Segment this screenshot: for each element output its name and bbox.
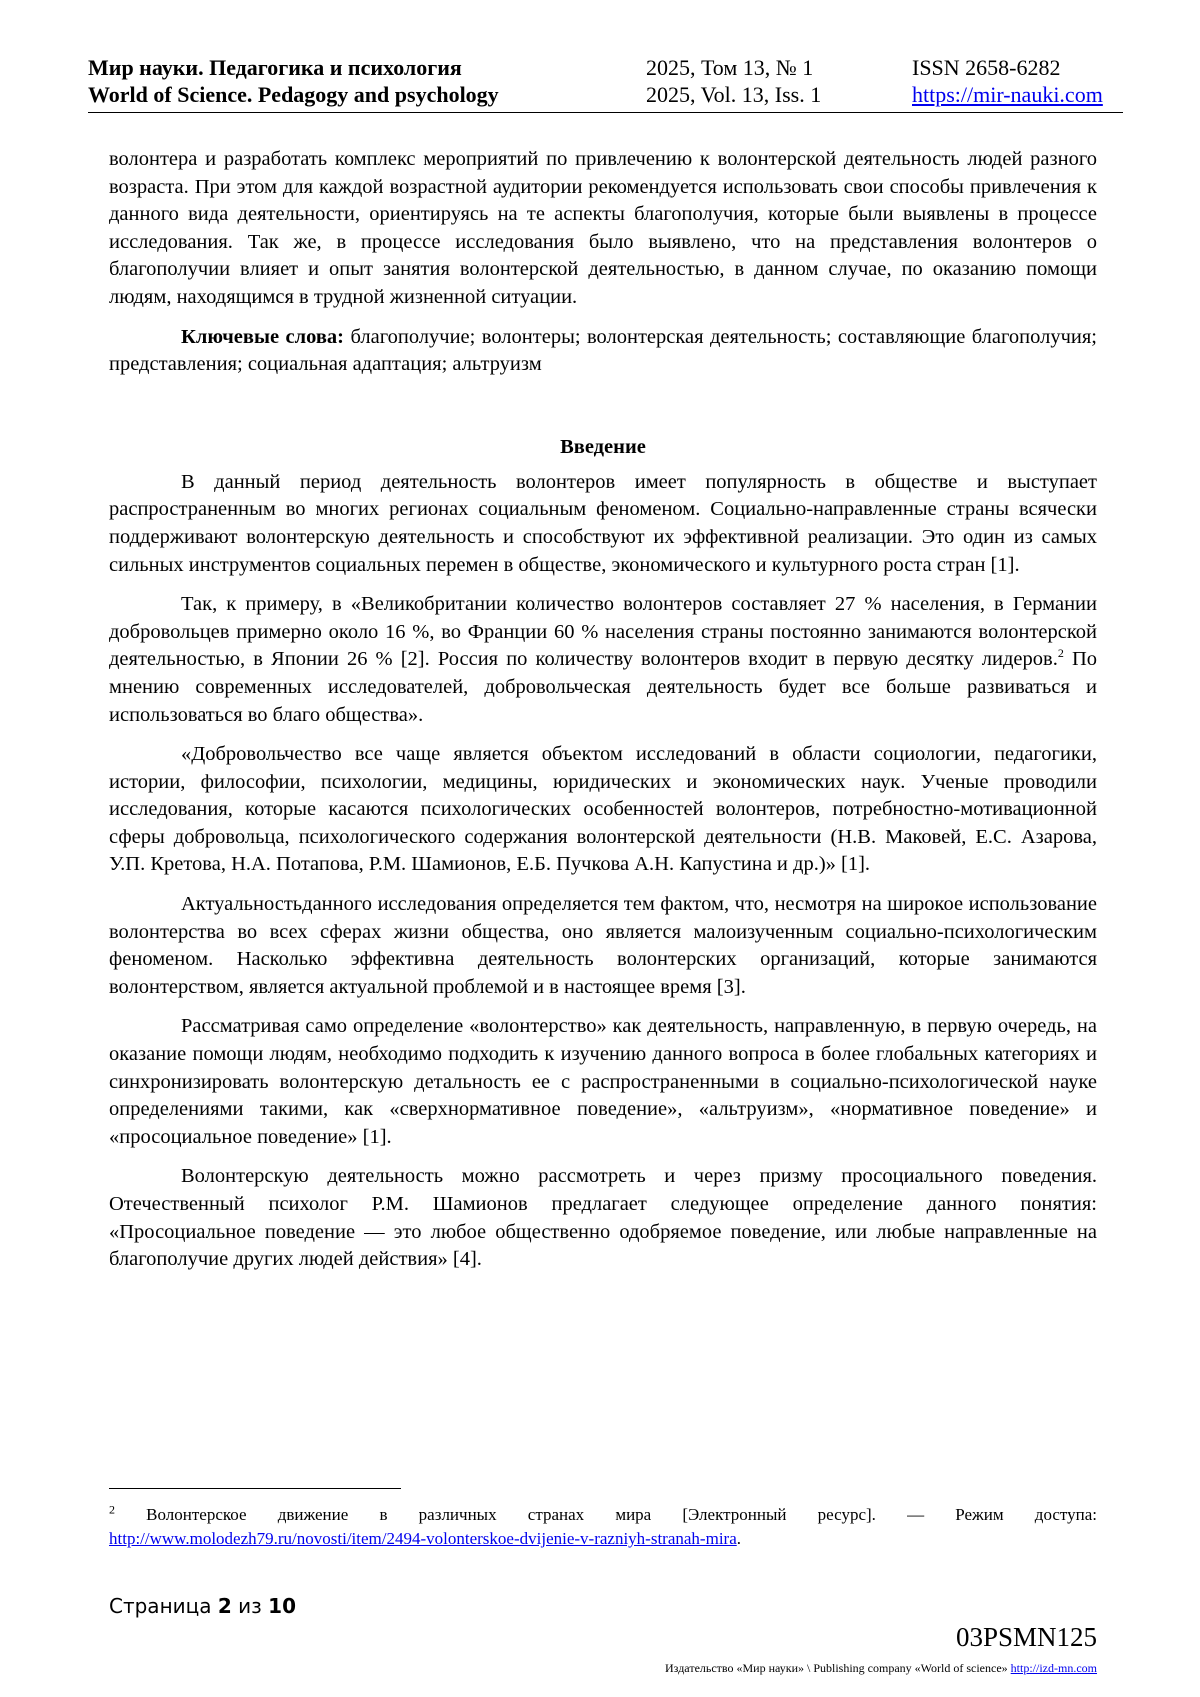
article-code: 03PSMN125 bbox=[955, 1622, 1097, 1652]
publisher-line bbox=[665, 1661, 1097, 1676]
keywords-label: Ключевые слова: bbox=[181, 325, 345, 348]
issn: ISSN 2658-6282 bbox=[912, 55, 1061, 80]
paragraph-2 bbox=[109, 591, 1097, 729]
paragraph-4: Актуальностьданного исследования определяется тем фактом, что, несмотря на широкое использование волонтерства во всех сферах жизни общества, оно является малоизученным социально-психологическим феноменом. Насколько эффективна деятельность волонтерских организаций, которые занимаются волонтерством, является актуальной проблемой и в настоящее время [3]. bbox=[109, 893, 1097, 998]
page-of: из bbox=[238, 1594, 262, 1618]
paragraph-3: «Добровольчество все чаще является объектом исследований в области социологии, педагогики, истории, философии, психологии, медицины, юридических и экономических наук. Ученые проводили исследования, которые касаются психологических особенностей волонтеров, потребностно-мотивационной сферы добровольца, психологического содержания волонтерской деятельности (Н.В. Маковей, Е.С. Азарова, У.П. Кретова, Н.А. Потапова, Р.М. Шамионов, Е.Б. Пучкова А.Н. Капустина и др.)» [1]. bbox=[109, 743, 1097, 876]
journal-title-en: World of Science. Pedagogy and psychology bbox=[88, 82, 499, 107]
section-title: Введение bbox=[560, 435, 646, 458]
issn-info bbox=[912, 54, 1103, 108]
footnote-link[interactable]: http://www.molodezh79.ru/novosti/item/2494-volonterskoe-dvijenie-v-razniyh-stranah-mira bbox=[109, 1529, 737, 1548]
paragraph-2-part-b: По мнению современных исследователей, добровольческая деятельность будет все больше развиваться и использоваться во благо общества». bbox=[109, 648, 1097, 726]
page-number bbox=[109, 1594, 296, 1618]
page-total: 10 bbox=[268, 1594, 296, 1618]
abstract-continued: волонтера и разработать комплекс мероприятий по привлечению к волонтерской деятельность людей разного возраста. При этом для каждой возрастной аудитории рекомендуется использовать свои способы привлечения к данного вида деятельности, ориентируясь на те аспекты благополучия, которые были выявлены в процессе исследования. Так же, в процессе исследования было выявлено, что на представления волонтеров о благополучии влияет и опыт занятия волонтерской деятельностью, в данном случае, по оказанию помощи людям, находящимся в трудной жизненной ситуации. bbox=[109, 148, 1097, 308]
footnote-separator bbox=[109, 1488, 401, 1489]
footnote-text: Волонтерское движение в различных странах мира [Электронный ресурс]. — Режим доступа: bbox=[115, 1505, 1097, 1524]
paragraph-6: Волонтерскую деятельность можно рассмотреть и через призму просоциального поведения. Отечественный психолог Р.М. Шамионов предлагает следующее определение данного понятия: «Просоциальное поведение — это любое общественно одобряемое поведение, или любые направленные на благополучие других людей действия» [4]. bbox=[109, 1165, 1097, 1271]
running-header bbox=[88, 54, 1123, 113]
footnote bbox=[109, 1503, 1097, 1551]
footnote-end: . bbox=[736, 1529, 741, 1548]
journal-title bbox=[88, 54, 499, 108]
journal-site-link[interactable]: https://mir-nauki.com bbox=[912, 82, 1103, 107]
keywords bbox=[109, 324, 1097, 379]
page-current: 2 bbox=[217, 1594, 232, 1618]
publisher-text: Издательство «Мир науки» \ Publishing company «World of science» bbox=[665, 1661, 1011, 1675]
keywords-text: благополучие; волонтеры; волонтерская деятельность; составляющие благополучия; представления; социальная адаптация; альтруизм bbox=[109, 325, 1097, 376]
issue-ru: 2025, Том 13, № 1 bbox=[646, 55, 814, 80]
journal-title-ru: Мир науки. Педагогика и психология bbox=[88, 55, 462, 80]
publisher-link[interactable]: http://izd-mn.com bbox=[1010, 1661, 1097, 1675]
article-body bbox=[109, 146, 1097, 1286]
issue-info bbox=[646, 54, 821, 108]
paragraph-5: Рассматривая само определение «волонтерство» как деятельность, направленную, в первую очередь, на оказание помощи людям, необходимо подходить к изучению данного вопроса в более глобальных категориях и синхронизировать волонтерскую детальность ее с распространенными в социально-психологической науке определениями такими, как «сверхнормативное поведение», «альтруизм», «нормативное поведение» и «просоциальное поведение» [1]. bbox=[109, 1015, 1097, 1148]
paragraph-1: В данный период деятельность волонтеров имеет популярность в обществе и выступает распространенным во многих регионах социальным феноменом. Социально-направленные страны всячески поддерживают волонтерскую деятельность и способствуют их эффективной реализации. Это один из самых сильных инструментов социальных перемен в обществе, экономического и культурного роста стран [1]. bbox=[109, 470, 1097, 576]
issue-en: 2025, Vol. 13, Iss. 1 bbox=[646, 82, 822, 107]
page-label: Страница bbox=[109, 1594, 212, 1618]
footnote-ref[interactable]: 2 bbox=[1057, 646, 1064, 661]
paragraph-2-part-a: Так, к примеру, в «Великобритании количество волонтеров составляет 27 % населения, в Германии добровольцев примерно около 16 %, во Франции 60 % населения страны постоянно занимаются волонтерской деятельностью, в Японии 26 % [2]. Россия по количеству волонтеров входит в первую десятку лидеров. bbox=[109, 593, 1097, 671]
footnote-number: 2 bbox=[109, 1502, 115, 1517]
